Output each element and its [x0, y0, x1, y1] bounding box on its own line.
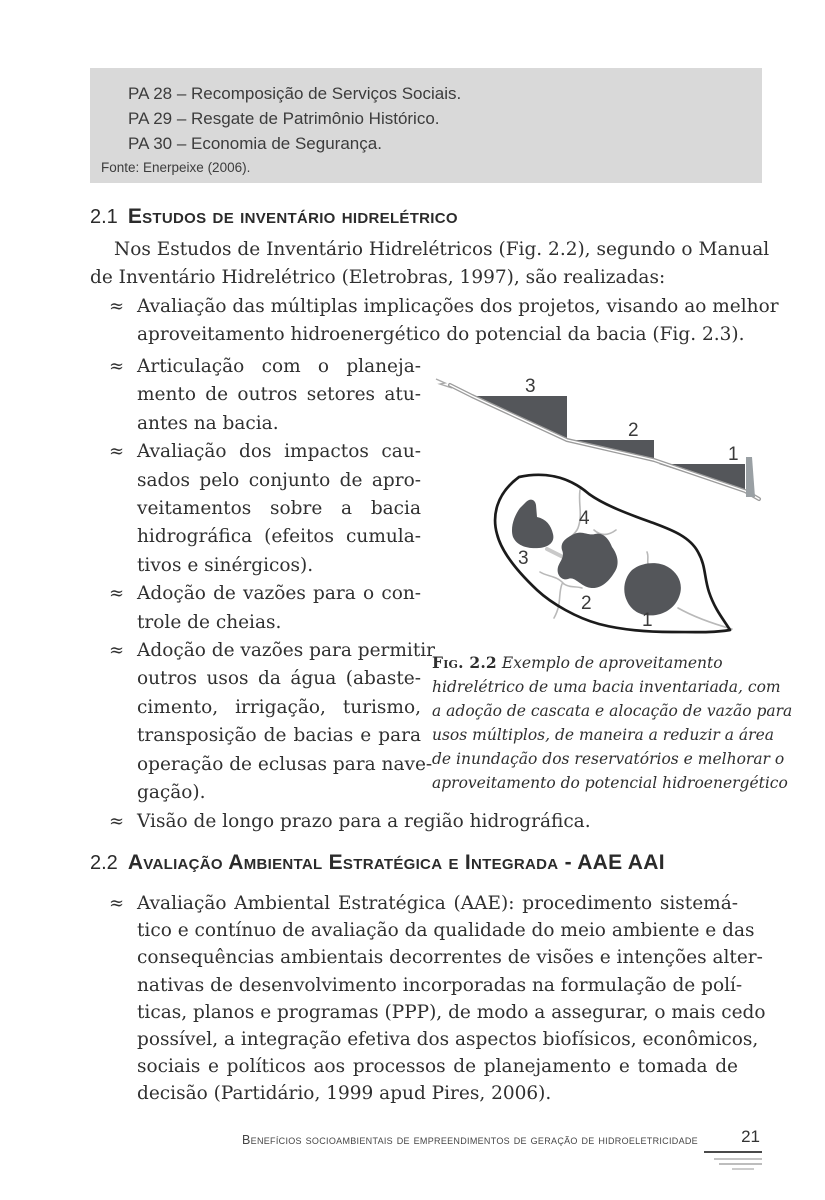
section-number: 2.1 — [90, 206, 118, 228]
text-line: sados pelo conjunto de apro- — [137, 469, 421, 491]
river-line — [647, 552, 648, 564]
source-box — [90, 68, 762, 183]
reservoir-shape-3 — [512, 500, 553, 549]
text-line: operação de eclusas para nave- — [137, 753, 433, 775]
text-line: Adoção de vazões para permitir — [137, 640, 436, 662]
caption-line — [432, 651, 766, 675]
reservoir-shape-1 — [624, 563, 681, 615]
river-line — [564, 584, 582, 588]
bullet-text — [137, 580, 421, 637]
bullet-marker: ≈ — [109, 583, 125, 605]
page-number: 21 — [741, 1127, 760, 1146]
bullet-text — [137, 353, 421, 438]
bullet-item — [90, 637, 436, 807]
bullet-marker: ≈ — [109, 296, 125, 317]
left-column — [90, 353, 436, 808]
caption-line: hidrelétrico de uma bacia inventariada, com — [432, 678, 781, 696]
bullet-marker: ≈ — [109, 811, 125, 832]
text-line: tivos e sinérgicos). — [137, 554, 314, 576]
text-line: consequências ambientais decorrentes de visões e intenções alter- — [137, 947, 763, 969]
river-connector — [547, 549, 563, 557]
section-title: Avaliação Ambiental Estratégica e Integrada - AAE AAI — [127, 851, 665, 874]
bullet-text — [137, 637, 436, 807]
text-line: de Inventário Hidrelétrico (Eletrobras, 1997), são realizadas: — [90, 266, 666, 288]
bullet-marker: ≈ — [109, 640, 125, 662]
text-line: gação). — [137, 782, 206, 804]
bullet-text — [137, 438, 421, 580]
running-title: Benefícios socioambientais de empreendimentos de geração de hidroeletricidade — [242, 1133, 698, 1147]
bullet-text — [137, 293, 779, 348]
figure-caption — [432, 651, 793, 795]
footer-rule — [714, 1158, 762, 1160]
section-heading-2-2 — [90, 851, 665, 875]
bullet-item — [90, 438, 421, 580]
dam-shape — [746, 457, 755, 497]
text-line: PA 30 – Economia de Segurança. — [128, 134, 382, 153]
text-line: Avaliação das múltiplas implicações dos projetos, visando ao melhor — [137, 296, 779, 317]
caption-line: aproveitamento do potencial hidroenergético — [432, 774, 788, 792]
caption-text: Exemplo de aproveitamento — [501, 654, 723, 672]
bullet-item — [90, 353, 421, 438]
text-line: sociais e políticos aos processos de planejamento e tomada de — [137, 1056, 738, 1078]
bullet-text — [137, 808, 738, 836]
section-number: 2.2 — [90, 852, 118, 874]
pa-list — [90, 68, 762, 156]
basin-label-1: 1 — [642, 610, 653, 631]
text-line: trole de cheias. — [137, 611, 282, 633]
two-column-area — [90, 351, 793, 811]
text-line: decisão (Partidário, 1999 apud Pires, 2006). — [137, 1083, 552, 1105]
figure-column — [432, 372, 793, 795]
text-line: Articulação com o planeja- — [137, 356, 421, 377]
text-line: possível, a integração efetiva dos aspectos biofísicos, econômicos, — [137, 1029, 759, 1051]
section-heading-2-1 — [90, 205, 458, 229]
text-line: hidrográfica (efeitos cumula- — [137, 526, 421, 548]
basin-label-4: 4 — [579, 508, 590, 529]
footer-rule — [719, 1163, 762, 1165]
cascade-label-3: 3 — [525, 376, 536, 397]
text-line: cimento, irrigação, turismo, — [137, 696, 421, 718]
text-line: antes na bacia. — [137, 412, 279, 434]
figure-2-2-diagram — [432, 372, 764, 644]
caption-line: usos múltiplos, de maneira a reduzir a área — [432, 726, 774, 744]
caption-line: a adoção de cascata e alocação de vazão para — [432, 702, 793, 720]
source-note: Fonte: Enerpeixe (2006). — [101, 160, 251, 175]
text-line: veitamentos sobre a bacia — [137, 498, 421, 520]
basin-map — [495, 475, 732, 632]
page-footer — [88, 1127, 762, 1182]
bullet-item — [90, 293, 779, 348]
text-line: ticas, planos e programas (PPP), de modo a assegurar, o mais cedo — [137, 1001, 766, 1023]
bullet-item — [90, 580, 421, 637]
intro-paragraph — [90, 236, 770, 291]
bullet-item — [90, 890, 766, 1108]
cascade-label-1: 1 — [728, 444, 739, 465]
figure-caption-label: Fig. 2.2 — [432, 653, 497, 672]
basin-label-2: 2 — [581, 593, 592, 614]
text-line: Adoção de vazões para o con- — [137, 583, 421, 605]
bullet-text — [137, 890, 766, 1108]
section-title: Estudos de inventário hidrelétrico — [127, 205, 458, 228]
basin-label-3: 3 — [518, 548, 529, 569]
text-line: Avaliação dos impactos cau- — [137, 441, 421, 463]
footer-rule — [732, 1168, 754, 1170]
text-line: Avaliação Ambiental Estratégica (AAE): procedimento sistemá- — [137, 893, 738, 914]
bullet-item — [90, 808, 738, 836]
text-line: mento de outros setores atu- — [137, 384, 421, 406]
text-line: tico e contínuo de avaliação da qualidade do meio ambiente e das — [137, 920, 755, 942]
bullet-marker: ≈ — [109, 356, 125, 377]
bullet-marker: ≈ — [109, 441, 125, 463]
text-line: nativas de desenvolvimento incorporadas na formulação de polí- — [137, 974, 743, 996]
text-line: aproveitamento hidroenergético do potencial da bacia (Fig. 2.3). — [137, 323, 745, 345]
text-line: Visão de longo prazo para a região hidrográfica. — [137, 811, 591, 832]
text-line: Nos Estudos de Inventário Hidrelétricos (Fig. 2.2), segundo o Manual — [114, 239, 770, 260]
text-line: PA 28 – Recomposição de Serviços Sociais. — [128, 84, 462, 103]
text-line: PA 29 – Resgate de Patrimônio Histórico. — [128, 109, 440, 128]
text-line: transposição de bacias e para — [137, 725, 421, 747]
bullet-marker: ≈ — [109, 893, 125, 914]
cascade-profile — [436, 376, 759, 499]
cascade-label-2: 2 — [628, 420, 639, 441]
text-line: outros usos da água (abaste- — [137, 668, 421, 690]
reservoir-shape-2 — [558, 533, 618, 588]
footer-rule — [704, 1151, 762, 1153]
caption-line: de inundação dos reservatórios e melhorar o — [432, 750, 785, 768]
